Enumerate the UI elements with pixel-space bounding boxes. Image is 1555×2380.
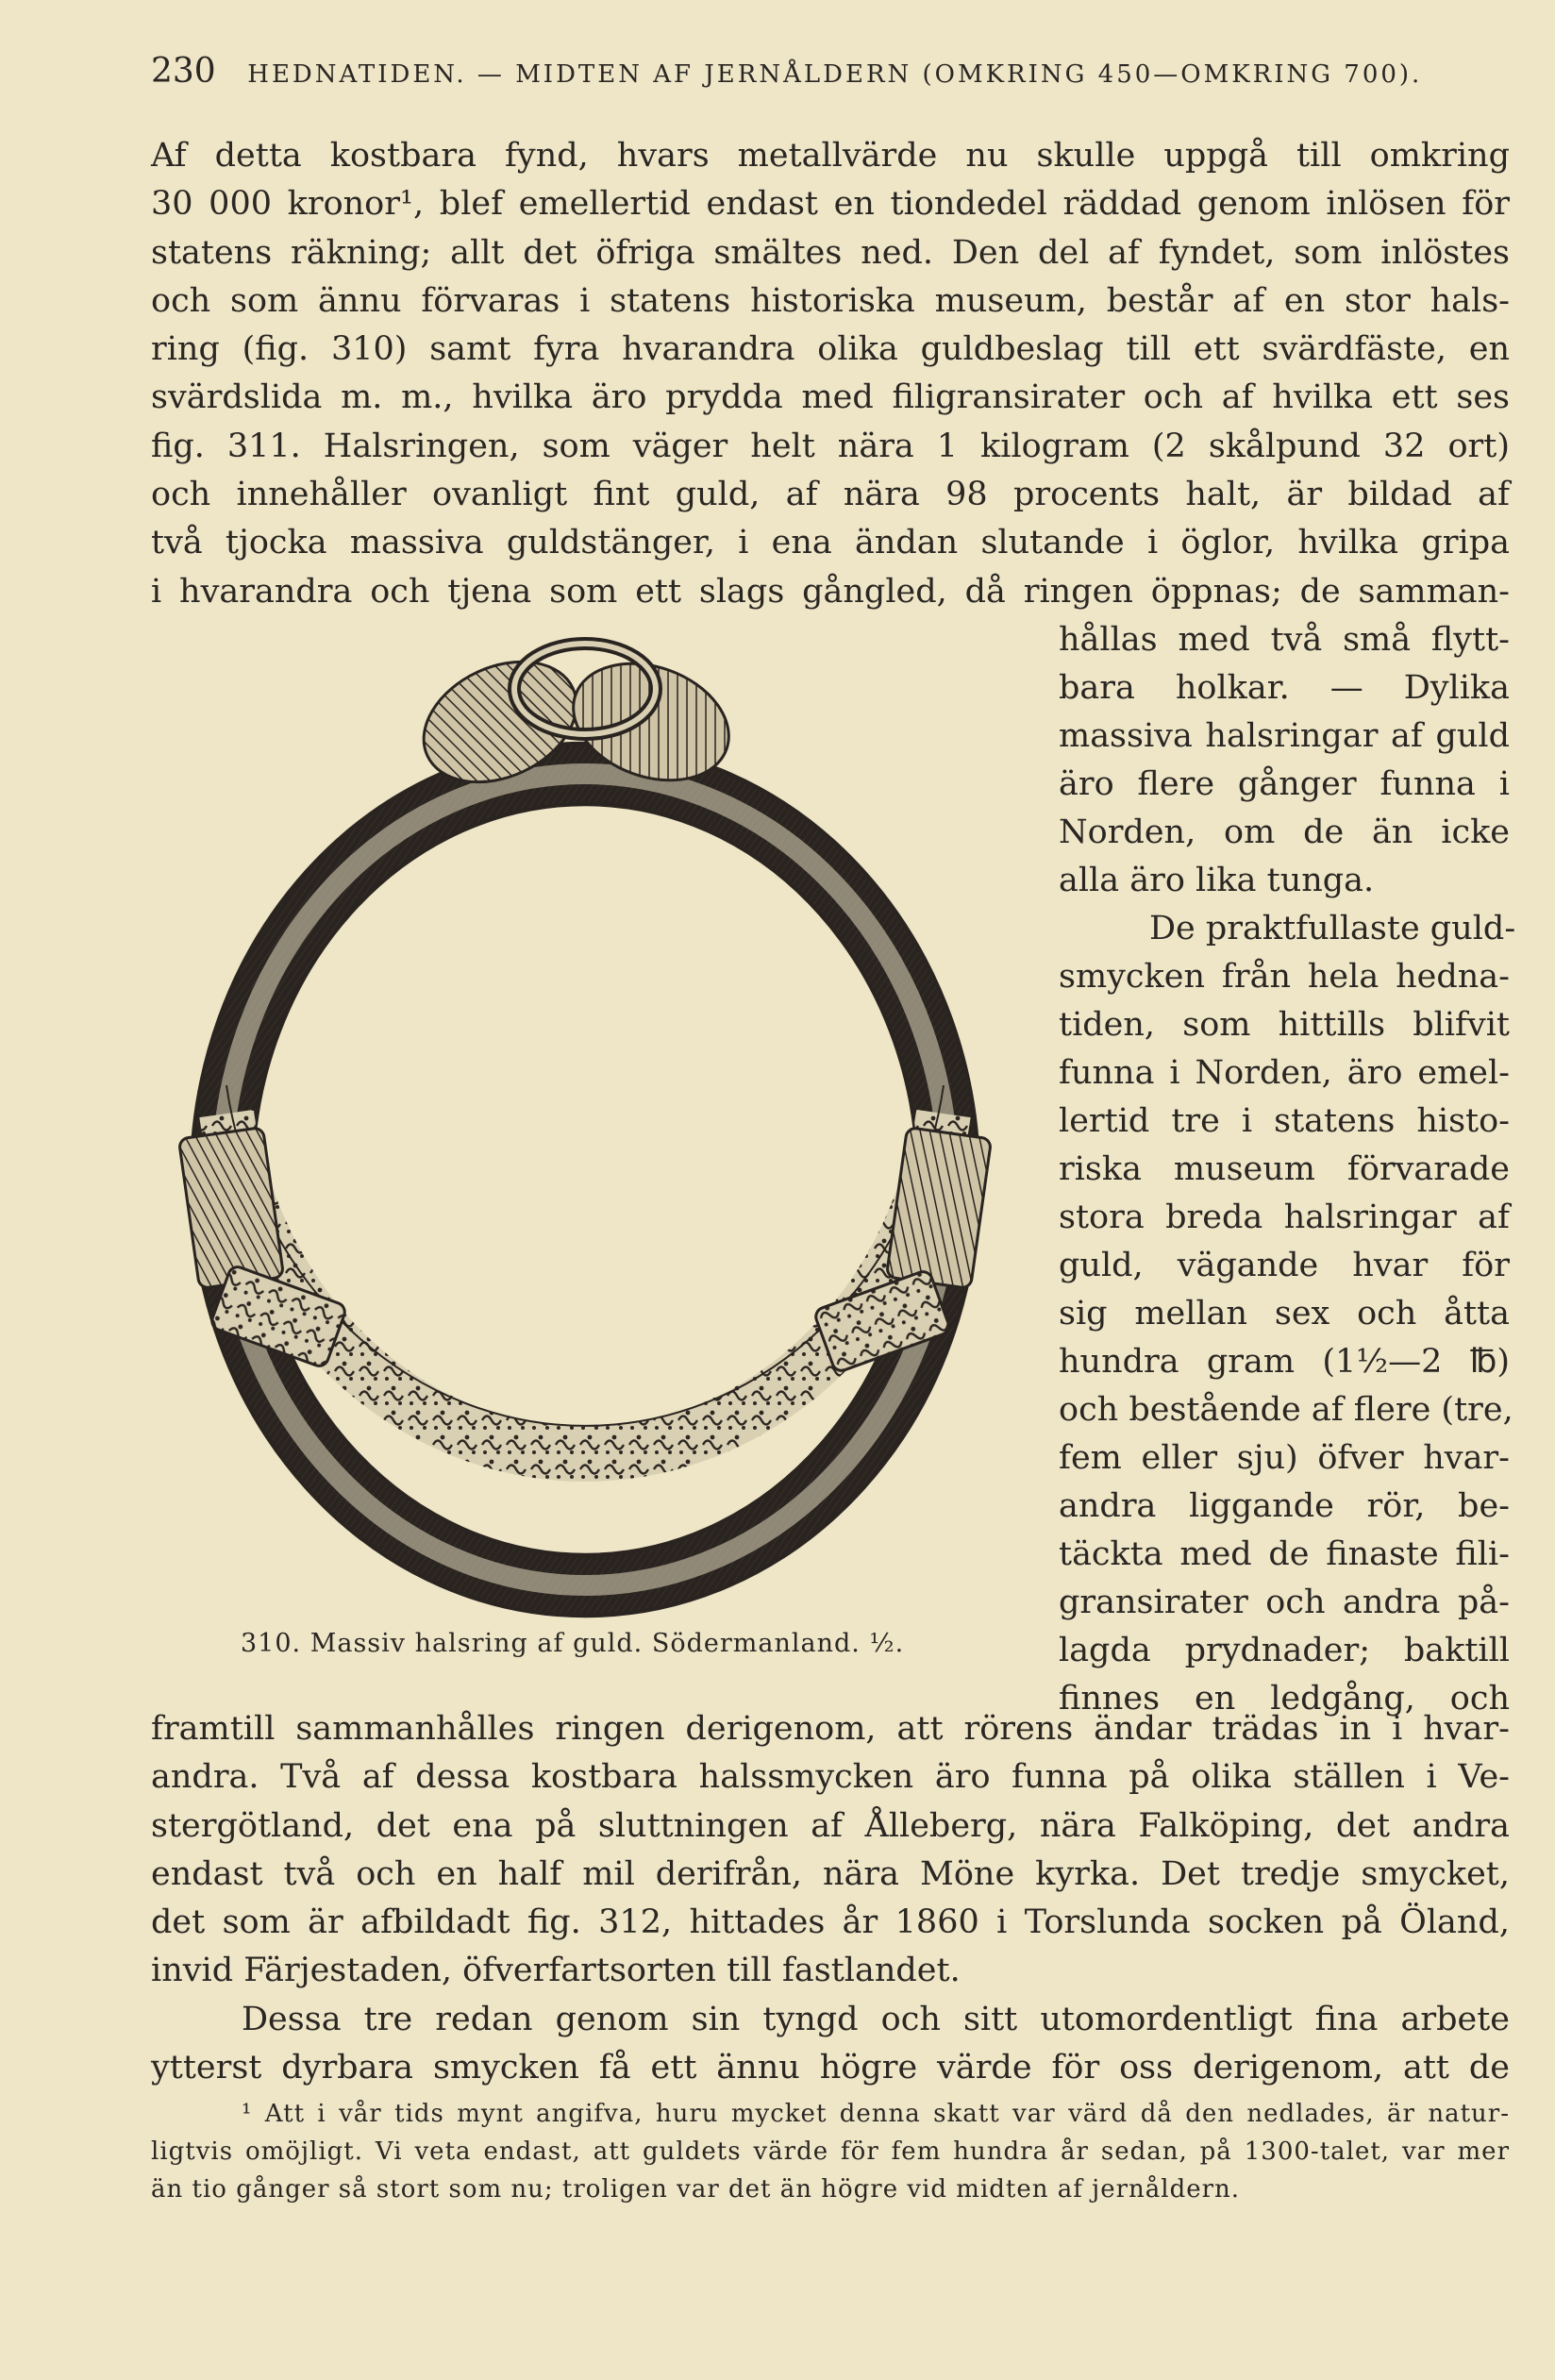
text-line: andra liggande rör, be- [1059,1487,1510,1525]
footnote [151,2095,1510,2208]
text-line: två tjocka massiva guldstänger, i ena ändan slutande i öglor, hvilka gripa [151,524,1510,562]
text-line: och som ännu förvaras i statens historiska museum, består af en stor hals- [151,281,1510,320]
text-line: invid Färjestaden, öfverfartsorten till fastlandet. [151,1952,961,1990]
text-line: De praktfullaste guld- [1149,910,1516,947]
footnote-line: ¹ Att i vår tids mynt angifva, huru mycket denna skatt var värd då den nedlades, är natur- [242,2100,1510,2128]
gold-neck-ring-engraving [160,623,1038,1623]
footnote-line: ligtvis omöjligt. Vi veta endast, att guldets värde för fem hundra år sedan, på 1300-talet, var mer [151,2137,1510,2166]
neck-ring-illustration [160,623,1038,1623]
text-line: alla äro lika tunga. [1059,862,1375,899]
figure-caption: 310. Massiv halsring af guld. Södermanland. ½. [241,1629,905,1658]
text-line: Af detta kostbara fynd, hvars metallvärde nu skulle uppgå till omkring [151,137,1510,175]
text-line: tiden, som hittills blifvit [1059,1006,1510,1044]
text-line: ring (fig. 310) samt fyra hvarandra olika guldbeslag till ett svärdfäste, en [151,330,1510,369]
text-line: lagda prydnader; baktill [1059,1632,1510,1669]
text-line: lertid tre i statens histo- [1059,1102,1510,1140]
footnote-line: än tio gånger så stort som nu; troligen var det än högre vid midten af jernåldern. [151,2175,1241,2204]
text-line: och bestående af flere (tre, [1059,1391,1513,1429]
text-line: det som är afbildadt fig. 312, hittades år 1860 i Torslunda socken på Öland, [151,1903,1510,1942]
text-line: hållas med två små flytt- [1059,621,1510,659]
side-column-text [1059,616,1516,1723]
text-line: andra. Två af dessa kostbara halssmycken äro funna på olika ställen i Ve- [151,1758,1510,1797]
text-line: endast två och en half mil derifrån, nära Möne kyrka. Det tredje smycket, [151,1854,1510,1893]
text-line: smycken från hela hedna- [1059,958,1510,996]
text-line: Norden, om de än icke [1059,813,1510,851]
text-line: funna i Norden, äro emel- [1059,1054,1510,1092]
paragraph-2 [151,1705,1510,1996]
text-line: ytterst dyrbara smycken få ett ännu högre värde för oss derigenom, att de [151,2049,1510,2087]
text-line: fem eller sju) öfver hvar- [1059,1439,1510,1477]
text-line: och innehåller ovanligt fint guld, af nära 98 procents halt, är bildad af [151,476,1510,514]
text-line: finnes en ledgång, och [1059,1680,1510,1718]
text-line: äro flere gånger funna i [1059,765,1510,803]
text-line: hundra gram (1½—2 ℔) [1059,1343,1510,1381]
text-line: Dessa tre redan genom sin tyngd och sitt utomordentligt fina arbete [242,2001,1510,2038]
right-sleeve [813,1128,992,1374]
running-title: HEDNATIDEN. — MIDTEN AF JERNÅLDERN (OMKRING 450—OMKRING 700). [247,60,1423,89]
text-line: fig. 311. Halsringen, som väger helt nära 1 kilogram (2 skålpund 32 ort) [151,427,1510,465]
text-line: guld, vägande hvar för [1059,1247,1510,1284]
text-line: massiva halsringar af guld [1059,717,1510,755]
text-line: stergötland, det ena på sluttningen af Ålleberg, nära Falköping, det andra [151,1806,1510,1845]
text-line: 30 000 kronor¹, blef emellertid endast en tiondedel räddad genom inlösen för [151,185,1510,224]
text-line: riska museum förvarade [1059,1150,1510,1188]
left-sleeve [178,1128,347,1369]
text-line: i hvarandra och tjena som ett slags gångled, då ringen öppnas; de samman- [151,572,1510,611]
page-header [151,52,1510,91]
paragraph-3 [151,1996,1510,2093]
text-line: bara holkar. — Dylika [1059,669,1510,707]
paragraph-1 [151,132,1510,616]
page-number: 230 [151,52,216,91]
text-line: gransirater och andra på- [1059,1584,1510,1621]
text-line: svärdslida m. m., hvilka äro prydda med filigransirater och af hvilka ett ses [151,378,1510,417]
text-line: stora breda halsringar af [1059,1198,1510,1236]
text-line: sig mellan sex och åtta [1059,1295,1510,1332]
text-line: statens räkning; allt det öfriga smältes ned. Den del af fyndet, som inlöstes [151,233,1510,272]
text-line: täckta med de finaste fili- [1059,1535,1510,1573]
text-line: framtill sammanhålles ringen derigenom, att rörens ändar trädas in i hvar- [151,1710,1510,1748]
